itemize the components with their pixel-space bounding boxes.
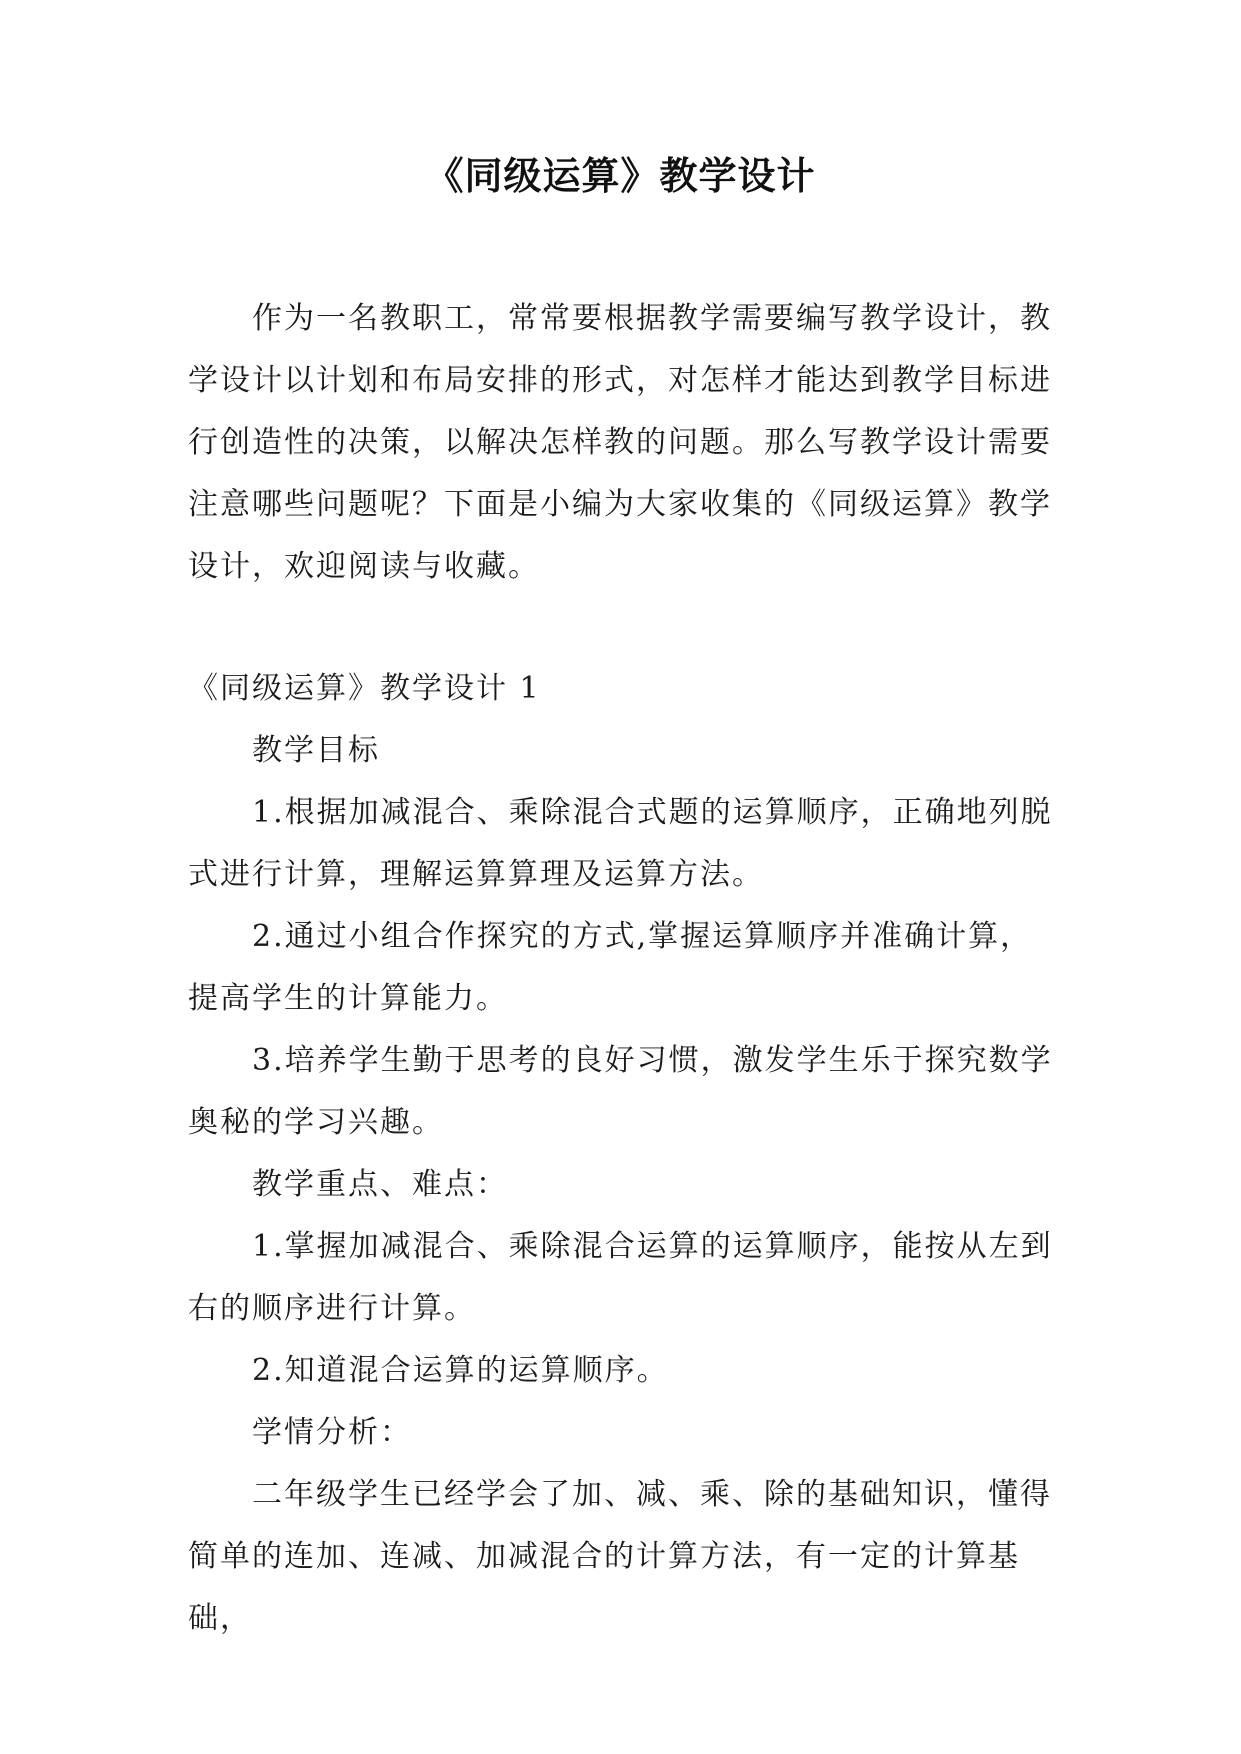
key-point-item-1: 1.掌握加减混合、乘除混合运算的运算顺序，能按从左到右的顺序进行计算。 [188,1229,1053,1326]
document-title: 《同级运算》教学设计 [425,154,816,198]
document-body [188,288,1060,1650]
section-title: 《同级运算》教学设计 1 [188,671,541,706]
key-point-item-2: 2.知道混合运算的运算顺序。 [252,1353,669,1388]
analysis-heading: 学情分析： [252,1415,412,1450]
key-points-heading: 教学重点、难点： [252,1167,508,1202]
objectives-heading: 教学目标 [252,733,380,768]
intro-paragraph: 作为一名教职工，常常要根据教学需要编写教学设计，教学设计以计划和布局安排的形式，对怎样才能达到教学目标进行创造性的决策，以解决怎样教的问题。那么写教学设计需要注意哪些问题呢？下面是小编为大家收集的《同级运算》教学设计，欢迎阅读与收藏。 [188,301,1052,584]
objective-item-2: 2.通过小组合作探究的方式,掌握运算顺序并准确计算，提高学生的计算能力。 [188,919,1033,1016]
objective-item-3: 3.培养学生勤于思考的良好习惯，激发学生乐于探究数学奥秘的学习兴趣。 [188,1043,1053,1140]
objective-item-1: 1.根据加减混合、乘除混合式题的运算顺序，正确地列脱式进行计算，理解运算算理及运算方法。 [188,795,1053,892]
analysis-paragraph: 二年级学生已经学会了加、减、乘、除的基础知识，懂得简单的连加、连减、加减混合的计算方法，有一定的计算基础， [188,1477,1052,1636]
